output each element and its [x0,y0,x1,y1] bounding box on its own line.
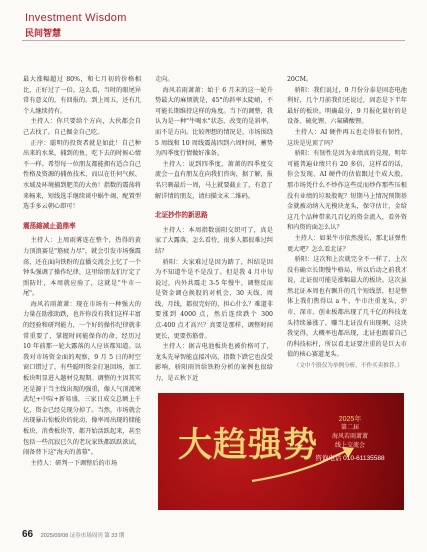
paragraph: 主持人：AI 硬件再五也走得很有韧性，这块是见顶了吗？ [287,128,407,147]
paragraph: 主持人：本周指数弱阳交织可了，真是家了大露落，怎么看待，很多人都很难过纠结？ [155,226,273,255]
section-header [25,12,127,39]
section-title-cn: 民间智慧 [25,29,62,39]
ad-phone: 咨询电话 010-61135588 [315,455,385,462]
paragraph: 骄阳：大家难过是因为踏了，纠结是因为不知道牛是不是没了。但是我 4 月中旬说过，内外共震走 3-5 年慢牛，调整反而是资金调仓换股的对机会，30 天线、周线、月线，都很完好的，担心什么？难道非要涨到 4000 点，然后连续跌个 300 点-400 点才高兴？真要是那样，调整时间更长，更要伤筋骨。 [155,258,273,340]
issue-info: 2025/09/08 证券市场周刊 第 33 期 [40,533,125,539]
paragraph: 骄阳：这次和上次就完全不一样了，上次没有确立长期慢牛格局，所以后动之前我才说，北证很可能是涨幅最大的板块。这次虽然北证本周也有飘升的几个短线票，但是整体上我们焦得以 a 牛，牛市注重龙头，沪市、深市、创业板都出现了几千亿的科技龙头持续暴涨了，赚当北证没有出现啊，这块我觉得，大概率也都出现，北证也跟着自己的科技标杆，所以看北证要注重的是巨大市值的核心赛道龙头。 [287,256,407,359]
subheading: 震荡縮减止盈鼎率 [23,221,76,230]
paragraph: 主持人：说到四季度，萧萧的四季度交流会一直有朋友在向我们咨询，据了解，报名只剩最后一周，马上就要截止了，有意了解详情的朋友，请扫描文末二维码。 [155,160,273,200]
subheading: 北证抄作的新思路 [155,211,208,220]
ad-info-panel [304,411,396,497]
paragraph: 主持人：研判一下调整后的市场 [30,459,118,467]
paragraph: 主持人：据吉电池板块也被价格可了，龙头先导智能直接冲高，指数下跌它也没受影响，骄阳雨旨给铁粉分析的案例也很给力，是五秋下近 [155,343,273,383]
header-divider [22,40,405,41]
column-1 [23,75,141,469]
paragraph: 海风若雨萧萧：现在市场有一种强大的力量在助涨助跌，也许你没有我们这样丰富的经验和研判能力，一个好的操作纪律就非常重要了，掌握时间能保你的命，经历过 10 年前那一轮大露落的人应该都知道。以我对市场资金面的观察，9 月 5 日的时空窗口错过了，有些聪明资金打退回场，加工板块明显进入题材兑现期。调整的主因其实还是源于当主线出现的强重，像人气顶流寒武纪+中际+新易盛，三家日成交总额上千亿，资金已经兑现分掉了。当然，市场就会出现暴击惊板块的轮动，像率周出现的储能板块、消费板块等，都开始活跃起来，甚至包括一些沉寂已久的老玩家铁都跃跃欲试，闹备替下这"海天的盖幕"。 [23,300,141,457]
section-title-en: Investment Wisdom [25,12,127,24]
paragraph: 正序：聪明的投资者就是如此！自己种出来的水果，捕到的鱼，吃下去的时候心情不一样。希望每一位朋友都能拥有适合自己性格及资源的捕鱼技术，而以在任何气候、水域及环境捕到肥美的大鱼！指数的震荡将来畅来，短线选手继续谈中蜗牛竭，配置型选手多云朝心即可！ [23,139,141,211]
paragraph: 走向。 [155,76,174,83]
ad-line3: 线上交流会 [334,443,365,449]
paragraph: 主持人：如果牛市依然漫长，那北证弹性更大吧？怎么看北证？ [287,234,407,253]
paragraph: 海风若雨萧萧：始于 6 月末的这一轮升势最大的麻烦就是，45°的斜率太陡峭，不可能长期维持这样的角度。当下的调整，我认为是一种"牛喝水"状态，改变的是斜率，而不是方向。比较理想的情况是，市场围绕 5 周线和 10 周线震荡四到六周时间，蓄势为四季度行情做好准备。 [155,86,273,158]
paragraph: 骄阳：我们说过，9 月份分泰是固态电池利好，几个月前我们还说过，固态是下半年最好的板块。明确最分，9 月报化量好的是设备、硫化锂、六氟磷酸锂。 [287,86,407,126]
column-3 [287,75,407,372]
ad-line1: 第二届 [340,425,359,431]
paragraph: 最大涨幅超过 80%，和七月初的价格相比，正好过了一倍。这么看，当时的眼尾异常有意义的，有回报的。到上周五，还有几个人继续持有。 [23,76,141,115]
page-footer [22,529,124,540]
paragraph: 骄阳：有韧性是因为业绩真的兑现，明年可能普遍业绩只有 20 多倍，这样看的话，你会发现，AI 硬件的估值跟过个成大股，那市场凭什么不炒作这些反而炒作那些压根没有业绩的垃圾股呢？短期马上情况预期基金就被动纳入光模块龙头，保守估计，金给这几个品种带来几百亿的资金流入，看外资和内资的面怎么认？ [287,150,407,232]
paragraph: 主持人：你只要给个方向，大伙都会自己去找了。自己掘金自己吃。 [23,118,141,136]
advertisement-banner[interactable] [158,393,404,510]
page-number: 66 [22,529,34,540]
paragraph: 20CM。 [287,76,313,83]
ad-headline: 大趋强势 [178,425,318,465]
disclaimer-note: （文中个股仅为举例分析，不作买卖推荐。） [293,363,403,370]
ad-year: 2025年 [338,416,362,423]
column-2 [155,75,273,385]
paragraph: 主持人：上周雨雾连在整个，热得的黄力顶浪赛是"筋疲力尽"，就会引发市场强震荡，还在面向铁粉的直播交流会上忆了一个钟头强调了操作纪律，这里给朋友们厅定了照防针，本周就应验了，这就是"牛市一尾"。 [23,237,141,298]
ad-line2: 海风若雨萧萧 [331,434,368,440]
